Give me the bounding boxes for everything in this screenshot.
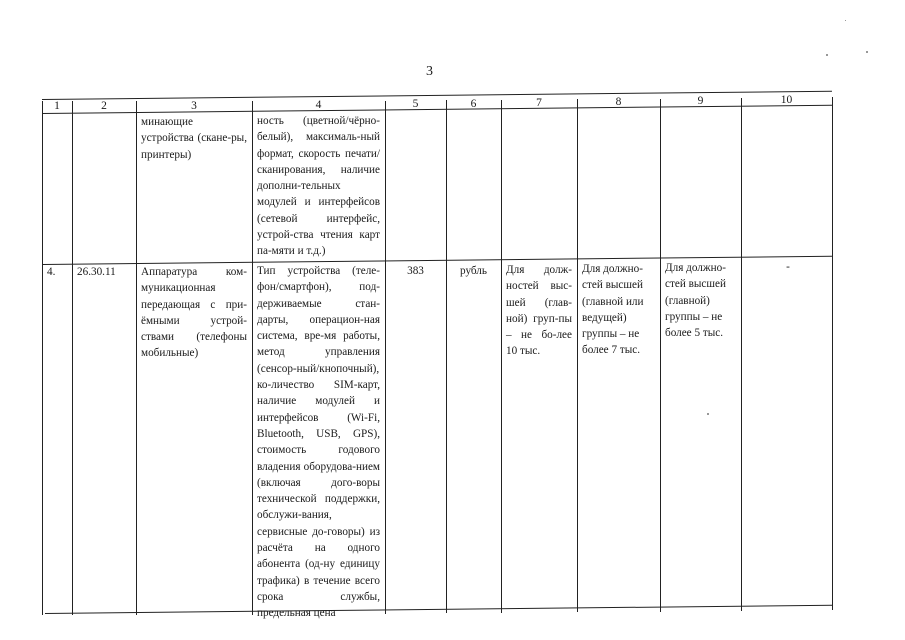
header-col-8: 8: [615, 96, 622, 108]
col-line-8: [660, 99, 661, 612]
header-col-1: 1: [54, 100, 60, 112]
header-col-2: 2: [101, 100, 107, 112]
row-2-col-4: Тип устройства (теле-фон/смартфон), под-держиваемые стан-дарты, операцион-ная система, вре-мя работы, метод управления (сенсор-ный/кнопочный), ко-личество SIM-карт, наличие модулей и интерфейсов (Wi-Fi, Bluetooth, USB, GPS), стоимость годового владения оборудова-нием (включая дого-воры технической поддержки, обслужи-вания, сервисные до-говоры) из расчёта на одного абонента (од-ну единицу трафика) в течение всего срока службы, предельная цена: [257, 265, 380, 620]
table-bottom-border: [45, 605, 833, 614]
row-1-col-4: ность (цветной/чёрно-белый), максималь-ный формат, скорость печати/сканирования, наличие дополни-тельных модулей и интерфейсов (сетевой интерфейс, устрой-ства чтения карт па-мяти и т.д.): [257, 115, 380, 258]
header-col-5: 5: [412, 98, 419, 110]
scan-speck: [845, 20, 846, 21]
header-col-6: 6: [470, 98, 477, 110]
header-col-9: 9: [697, 95, 704, 107]
row-2-col-3: Аппаратура ком-муникационная передающая с при-ёмными устрой-ствами (телефоны мобильные): [141, 266, 247, 360]
col-line-6: [501, 100, 502, 613]
row-2-col-10: -: [786, 261, 790, 273]
col-line-1: [72, 101, 73, 615]
row-2-col-7: Для долж-ностей выс-шей (глав-ной) груп-пы – не бо-лее 10 тыс.: [506, 264, 572, 358]
col-line-10: [832, 97, 833, 610]
scan-speck: [707, 413, 709, 415]
row-2-col-5: 383: [407, 265, 424, 277]
row-2-col-6: рубль: [460, 265, 487, 277]
col-line-5: [446, 100, 447, 613]
col-line-9: [741, 98, 742, 611]
row-2-col-1: 4.: [47, 266, 56, 278]
row-2-col-2: 26.30.11: [77, 266, 116, 278]
header-col-4: 4: [315, 99, 322, 111]
row-2-col-9: Для должно-стей высшей (главной) группы – не более 5 тыс.: [665, 262, 726, 340]
row-2-col-8: Для должно-стей высшей (главной или ведущей) группы – не более 7 тыс.: [582, 263, 644, 357]
col-line-3: [252, 101, 253, 615]
header-col-3: 3: [191, 100, 197, 112]
col-line-4: [385, 101, 386, 614]
row-1-col-3: минающие устройства (скане-ры, принтеры): [141, 116, 247, 161]
page-number: 3: [426, 64, 433, 79]
col-line-7: [577, 99, 578, 612]
scan-speck: [866, 51, 868, 53]
scan-speck: [826, 54, 828, 56]
col-line-0: [42, 101, 43, 615]
header-col-10: 10: [780, 94, 793, 106]
header-col-7: 7: [536, 97, 542, 109]
col-line-2: [136, 101, 137, 615]
